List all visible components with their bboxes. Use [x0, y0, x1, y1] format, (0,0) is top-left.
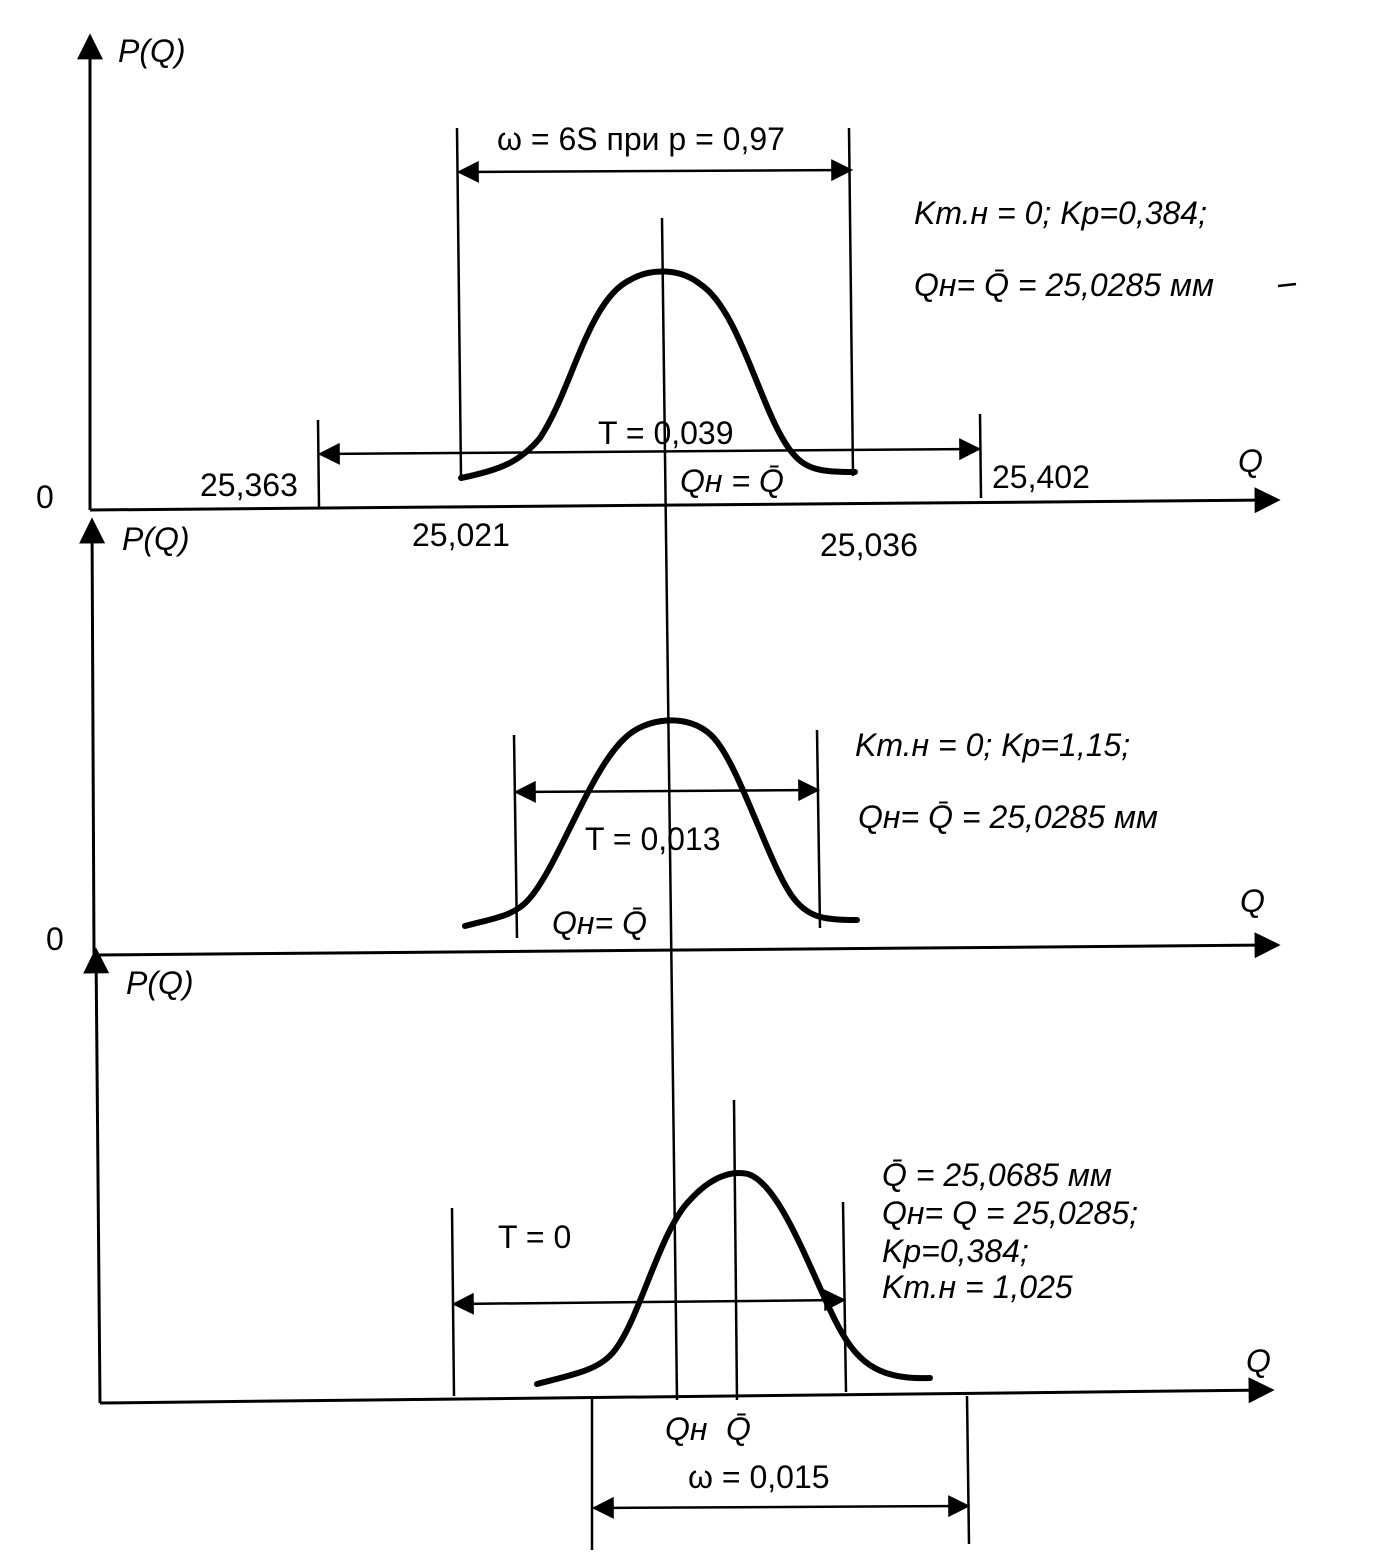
tolerance-right-extension-3 — [843, 1202, 846, 1392]
origin-label-2: 0 — [46, 921, 64, 957]
tolerance-label-3: T = 0 — [498, 1219, 572, 1255]
omega-dimension-line-1 — [459, 170, 851, 172]
tolerance-dimension-line-3 — [454, 1300, 844, 1304]
omega-label-3: ω = 0,015 — [688, 1459, 830, 1495]
center-label-1: Qн = Q̄ — [680, 463, 784, 499]
params-line2-1: Qн= Q̄ = 25,0285 мм — [914, 267, 1214, 303]
y-axis-label-3: P(Q) — [126, 965, 194, 1001]
omega-right-extension-3 — [967, 1396, 969, 1544]
center-label-2: Qн= Q̄ — [552, 905, 647, 941]
params-line3-3: Kр=0,384; — [882, 1233, 1029, 1269]
distribution-curve-3 — [537, 1173, 930, 1384]
origin-label-1: 0 — [36, 479, 54, 515]
mean-tick-label-3: Q̄ — [726, 1411, 751, 1447]
params-line2-3: Qн= Q = 25,0285; — [882, 1195, 1138, 1231]
y-axis-2 — [92, 520, 94, 955]
diagram-3 — [96, 950, 1272, 1550]
x-axis-label-3: Q — [1246, 1343, 1271, 1379]
x-axis-2 — [94, 945, 1278, 955]
tolerance-right-extension-1 — [980, 414, 981, 498]
y-axis-label-1: P(Q) — [118, 33, 186, 69]
left-limit-label-1: 25,363 — [200, 467, 298, 503]
tolerance-label-1: T = 0,039 — [598, 415, 734, 451]
right-limit-label-1: 25,402 — [992, 459, 1090, 495]
params-line1-1: Kт.н = 0; Kр=0,384; — [914, 195, 1207, 231]
tolerance-left-extension-1 — [318, 420, 319, 508]
x-axis-label-2: Q — [1240, 883, 1265, 919]
diagram-2 — [46, 520, 1278, 957]
omega-label-1: ω = 6S при p = 0,97 — [497, 121, 785, 157]
y-axis-label-2: P(Q) — [122, 521, 190, 557]
tolerance-dimension-line-2 — [516, 790, 818, 792]
x-axis-label-1: Q — [1238, 443, 1263, 479]
x-axis-3 — [100, 1390, 1272, 1403]
omega-left-extension-1 — [457, 128, 461, 476]
spread-right-label-1: 25,036 — [820, 527, 918, 563]
stray-mark-1 — [1278, 284, 1296, 286]
params-line2-2: Qн= Q̄ = 25,0285 мм — [858, 799, 1158, 835]
y-axis-3 — [96, 950, 100, 1403]
nominal-tick-label-3: Qн — [665, 1411, 708, 1447]
params-line4-3: Kт.н = 1,025 — [882, 1269, 1073, 1305]
params-line1-3: Q̄ = 25,0685 мм — [882, 1157, 1112, 1193]
spread-left-label-1: 25,021 — [412, 517, 510, 553]
mean-line-3 — [734, 1100, 737, 1400]
tolerance-label-2: T = 0,013 — [585, 821, 721, 857]
omega-dimension-line-3 — [594, 1506, 968, 1508]
params-line1-2: Kт.н = 0; Kр=1,15; — [855, 727, 1131, 763]
tolerance-left-extension-3 — [452, 1208, 454, 1396]
omega-right-extension-1 — [849, 128, 853, 476]
tolerance-right-extension-2 — [817, 730, 820, 928]
